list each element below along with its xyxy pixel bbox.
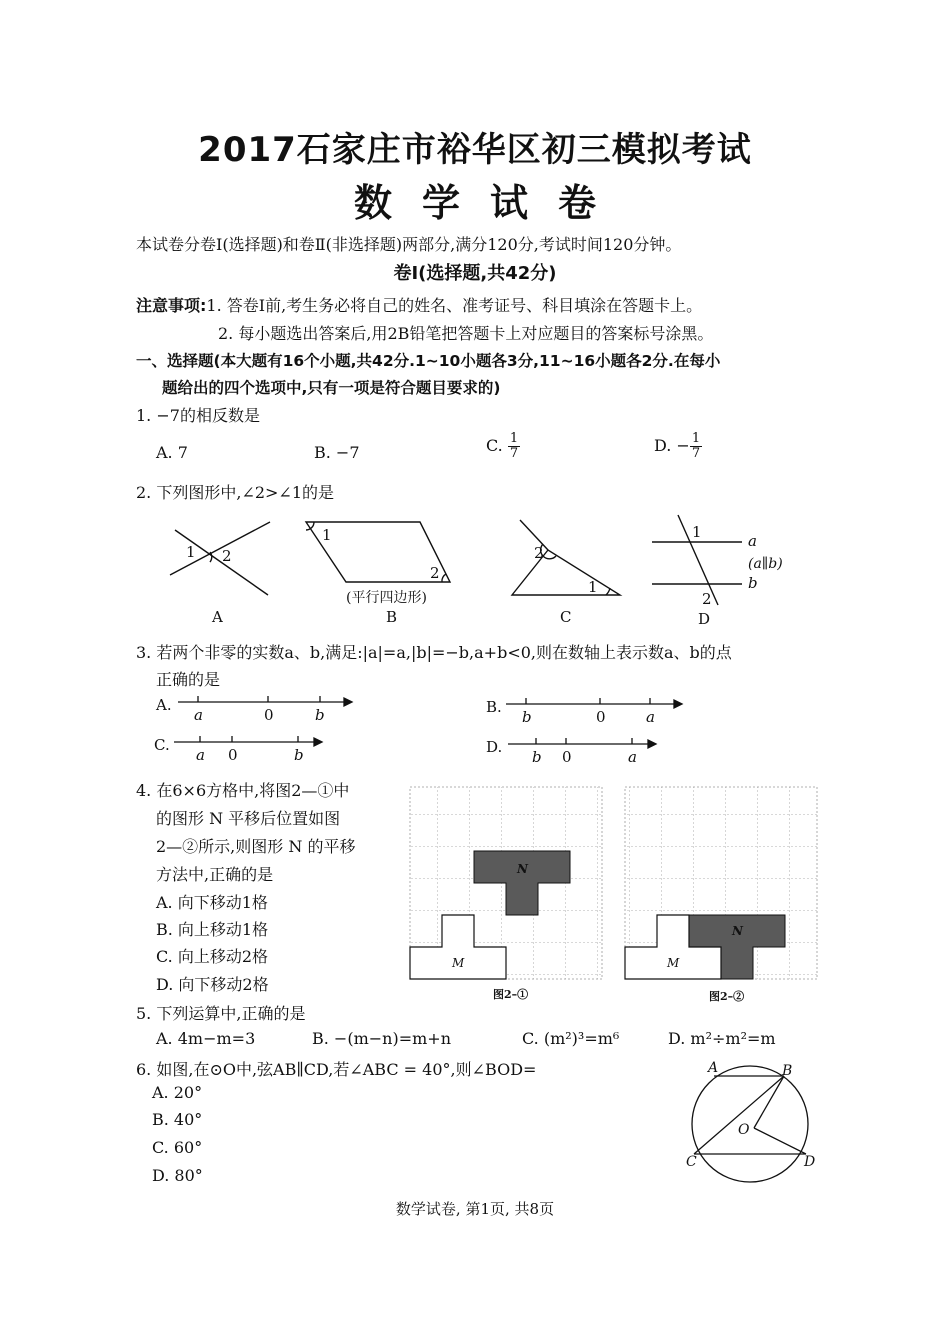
q6-option-d: D. 80° bbox=[152, 1166, 203, 1185]
q4-fig1-caption: 图2–① bbox=[493, 988, 529, 1001]
q2-d-line-b: b bbox=[748, 574, 758, 592]
q3-a-point-0: 0 bbox=[264, 706, 274, 724]
q1-option-d bbox=[654, 432, 702, 461]
q3-option-c-label: C. bbox=[154, 736, 170, 754]
q3-option-b-label: B. bbox=[486, 698, 502, 716]
q2-figures bbox=[150, 510, 790, 630]
q4-stem-2: 的图形 N 平移后位置如图 bbox=[156, 809, 341, 828]
q6-option-b: B. 40° bbox=[152, 1110, 203, 1129]
notice-label: 注意事项: bbox=[136, 296, 207, 315]
q2-label-c: C bbox=[560, 608, 572, 626]
q3-c-point-0: 0 bbox=[228, 746, 238, 764]
exam-intro: 本试卷分卷Ⅰ(选择题)和卷Ⅱ(非选择题)两部分,满分120分,考试时间120分钟。 bbox=[136, 235, 682, 254]
exam-subject: 数学试卷 bbox=[353, 181, 626, 225]
q3-option-a-label: A. bbox=[156, 696, 172, 714]
q4-stem-4: 方法中,正确的是 bbox=[156, 865, 274, 884]
q2-stem: 2. 下列图形中,∠2>∠1的是 bbox=[136, 483, 335, 502]
q6-stem: 6. 如图,在⊙O中,弦AB∥CD,若∠ABC = 40°,则∠BOD= bbox=[136, 1060, 537, 1079]
q6-option-a: A. 20° bbox=[152, 1083, 203, 1102]
q5-option-b: B. −(m−n)=m+n bbox=[312, 1029, 451, 1048]
page-footer: 数学试卷, 第1页, 共8页 bbox=[395, 1200, 555, 1218]
q3-d-point-0: 0 bbox=[562, 748, 572, 766]
q6-point-b: B bbox=[782, 1063, 793, 1079]
q2-b-angle-2: 2 bbox=[430, 564, 440, 582]
q6-point-d: D bbox=[804, 1154, 816, 1170]
q5-option-c: C. (m²)³=m⁶ bbox=[522, 1029, 620, 1048]
q2-c-angle-2: 2 bbox=[534, 544, 544, 562]
q2-d-angle-2: 2 bbox=[702, 590, 712, 608]
q4-stem-1: 4. 在6×6方格中,将图2—①中 bbox=[136, 781, 350, 800]
q3-a-point-a: a bbox=[194, 706, 203, 724]
q4-stem-3: 2—②所示,则图形 N 的平移 bbox=[156, 837, 356, 856]
q2-label-a: A bbox=[212, 608, 223, 626]
q3-a-point-b: b bbox=[315, 706, 325, 724]
q2-d-parallel-note: (a∥b) bbox=[748, 556, 783, 572]
q1-option-b: B. −7 bbox=[314, 443, 360, 462]
q5-option-a: A. 4m−m=3 bbox=[156, 1029, 256, 1048]
q6-point-o: O bbox=[738, 1122, 750, 1138]
q4-option-c: C. 向上移动2格 bbox=[156, 947, 269, 966]
q2-a-angle-2: 2 bbox=[222, 547, 232, 565]
section-title: 卷Ⅰ(选择题,共42分) bbox=[393, 263, 557, 284]
q2-b-note: (平行四边形) bbox=[346, 590, 427, 606]
q2-a-angle-1: 1 bbox=[186, 543, 196, 561]
q4-option-b: B. 向上移动1格 bbox=[156, 920, 269, 939]
q3-b-point-0: 0 bbox=[596, 708, 606, 726]
q4-fig1-shape-m: M bbox=[452, 956, 465, 970]
q4-fig2-shape-n: N bbox=[732, 924, 743, 938]
q6-circle-figure bbox=[670, 1058, 830, 1188]
part1-instruction-2: 题给出的四个选项中,只有一项是符合题目要求的) bbox=[162, 379, 501, 397]
q3-c-point-b: b bbox=[294, 746, 304, 764]
q3-number-lines bbox=[150, 690, 710, 770]
q6-option-c: C. 60° bbox=[152, 1138, 203, 1157]
q3-b-point-a: a bbox=[646, 708, 655, 726]
q4-fig1-shape-n: N bbox=[517, 862, 528, 876]
q6-point-c: C bbox=[686, 1154, 697, 1170]
q3-d-point-b: b bbox=[532, 748, 542, 766]
q5-option-d: D. m²÷m²=m bbox=[668, 1029, 776, 1048]
q3-stem-2: 正确的是 bbox=[156, 670, 221, 689]
exam-title: 2017石家庄市裕华区初三模拟考试 bbox=[198, 130, 752, 170]
q1-option-c-fraction: $\frac{1}{7}$ bbox=[509, 431, 519, 461]
q6-point-a: A bbox=[708, 1060, 719, 1076]
q2-label-d: D bbox=[698, 610, 711, 628]
q4-option-a: A. 向下移动1格 bbox=[156, 893, 268, 912]
q1-stem: 1. −7的相反数是 bbox=[136, 406, 260, 425]
q1-option-a: A. 7 bbox=[156, 443, 188, 462]
q3-d-point-a: a bbox=[628, 748, 637, 766]
q1-option-c bbox=[486, 432, 520, 461]
q2-d-angle-1: 1 bbox=[692, 523, 702, 541]
q3-c-point-a: a bbox=[196, 746, 205, 764]
q2-d-line-a: a bbox=[748, 532, 757, 550]
part1-instruction-1: 一、选择题(本大题有16个小题,共42分.1~10小题各3分,11~16小题各2分.在每小 bbox=[136, 352, 721, 370]
q1-option-d-fraction: $\frac{1}{7}$ bbox=[691, 431, 701, 461]
q4-fig2-shape-m: M bbox=[667, 956, 680, 970]
q3-b-point-b: b bbox=[522, 708, 532, 726]
notice-1: 1. 答卷Ⅰ前,考生务必将自己的姓名、准考证号、科目填涂在答题卡上。 bbox=[206, 296, 703, 315]
q1-option-c-prefix: C. bbox=[486, 436, 508, 455]
q2-c-angle-1: 1 bbox=[588, 578, 598, 596]
notice-2: 2. 每小题选出答案后,用2B铅笔把答题卡上对应题目的答案标号涂黑。 bbox=[218, 324, 714, 343]
q4-fig2-caption: 图2–② bbox=[709, 990, 745, 1003]
q5-stem: 5. 下列运算中,正确的是 bbox=[136, 1004, 306, 1023]
q3-stem-1: 3. 若两个非零的实数a、b,满足:|a|=a,|b|=−b,a+b<0,则在数轴上表示数a、b的点 bbox=[136, 643, 732, 662]
q2-label-b: B bbox=[386, 608, 398, 626]
q2-b-angle-1: 1 bbox=[322, 526, 332, 544]
q3-option-d-label: D. bbox=[486, 738, 503, 756]
q1-option-d-prefix: D. − bbox=[654, 436, 690, 455]
q4-grid-figures bbox=[405, 782, 825, 1004]
q4-option-d: D. 向下移动2格 bbox=[156, 975, 269, 994]
